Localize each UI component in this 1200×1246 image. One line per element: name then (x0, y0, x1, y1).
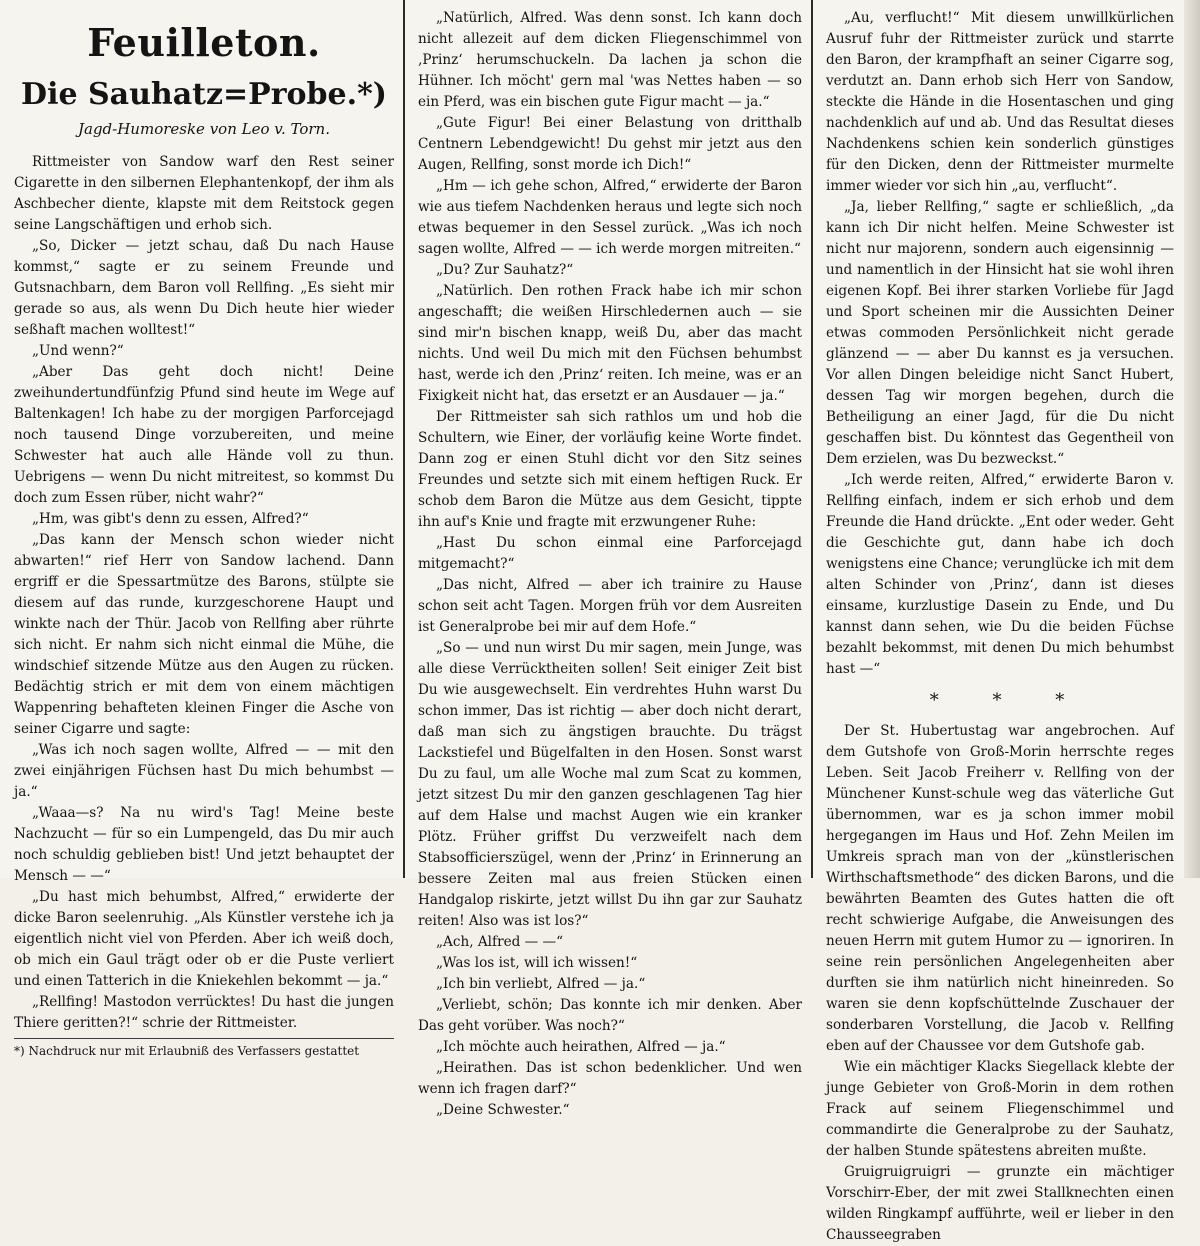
column-2 (404, 0, 812, 1118)
paragraph: Wie ein mächtiger Klacks Siegellack klebte der junge Gebieter von Groß-Morin in dem rothen Frack auf seinem Fliegenschimmel und commandirte die Generalprobe zu der Sauhatz, der halben Stunde spätestens abreiten mußte. (826, 1059, 1174, 1159)
paragraph: „Das kann der Mensch schon wieder nicht abwarten!“ rief Herr von Sandow lachend. Dann ergriff er die Spessartmütze des Barons, stülpte sie diesem auf das runde, kurzgeschorene Haupt und winkte nach der Thür. Jacob von Rellfing aber rührte sich nicht. Er nahm sich nicht einmal die Mühe, die windschief sitzende Mütze aus den Augen zu rücken. Bedächtig strich er mit dem von einem mächtigen Wappenring behafteten kleinen Finger die Asche von seiner Cigarre und sagte: (14, 532, 394, 737)
paragraph: „Ich werde reiten, Alfred,“ erwiderte Baron v. Rellfing einfach, indem er sich erhob und dem Freunde die Hand drückte. „Ent oder weder. Geht die Geschichte gut, dann habe ich doch wenigstens eine Chance; verunglücke ich mit dem alten Schinder von ‚Prinz‘, dann ist dieses einsame, kurzlustige Dasein zu Ende, und Du kannst dann sehen, wie Du die beiden Füchse bezahlt bekommst, mit denen Du mich behumbst hast —“ (826, 472, 1174, 677)
footnote: *) Nachdruck nur mit Erlaubniß des Verfassers gestattet (14, 1038, 394, 1059)
paragraph: „Und wenn?“ (32, 343, 124, 359)
paragraph: „Du hast mich behumbst, Alfred,“ erwiderte der dicke Baron seelenruhig. „Als Künstler verstehe ich ja eigentlich nicht viel von Pferden. Aber ich weiß doch, ob mich ein Gaul trägt oder ob er die Puste verliert und einen Tatterich in die Kniekehlen bekommt — ja.“ (14, 889, 394, 989)
paragraph: „Au, verflucht!“ Mit diesem unwillkürlichen Ausruf fuhr der Rittmeister zurück und starrte den Baron, der krampfhaft an seiner Cigarre sog, verdutzt an. Dann erhob sich Herr von Sandow, steckte die Hände in die Hosentaschen und ging nachdenklich auf und ab. Und das Resultat dieses Nachdenkens schien kein sonderlich günstiges für den Dicken, denn der Rittmeister murmelte immer wieder vor sich hin „au, verflucht“. (826, 10, 1174, 194)
paragraph: „Hm — ich gehe schon, Alfred,“ erwiderte der Baron wie aus tiefem Nachdenken heraus und legte sich noch etwas bequemer in den Sessel zurück. „Was ich noch sagen wollte, Alfred — — ich werde morgen mitreiten.“ (418, 178, 802, 257)
paragraph: „So, Dicker — jetzt schau, daß Du nach Hause kommst,“ sagte er zu seinem Freunde und Gutsnachbarn, dem Baron voll Rellfing. „Es sieht mir gerade so aus, als wenn Du Dich heute hier wieder seßhaft machen wolltest!“ (14, 238, 394, 338)
paragraph: Der St. Hubertustag war angebrochen. Auf dem Gutshofe von Groß-Morin herrschte reges Leben. Seit Jacob Freiherr v. Rellfing von der Münchener Kunst-schule weg das väterliche Gut übernommen, war es ja schon immer mobil hergegangen im Haus und Hof. Zehn Meilen im Umkreis sprach man von der „künstlerischen Wirthschaftsmethode“ des dicken Barons, und die bewährten Beamten des Gutes hatten die oft recht schwierige Aufgabe, die Anweisungen des neuen Herrn mit gutem Humor zu — ignoriren. In seine rein persönlichen Angelegenheiten aber durften sie ihm natürlich nicht hineinreden. So waren sie denn kopfschüttelnde Zuschauer der sonderbaren Vorstellung, die Jacob v. Rellfing eben auf der Chaussee vor dem Gutshofe gab. (826, 723, 1174, 1054)
paragraph: „Verliebt, schön; Das konnte ich mir denken. Aber Das geht vorüber. Was noch?“ (418, 997, 802, 1034)
paragraph: „Heirathen. Das ist schon bedenklicher. Und wen wenn ich fragen darf?“ (418, 1060, 802, 1097)
paragraph: „Ich bin verliebt, Alfred — ja.“ (436, 976, 646, 992)
paragraph: Der Rittmeister sah sich rathlos um und hob die Schultern, wie Einer, der vorläufig keine Worte findet. Dann zog er einen Stuhl dicht vor den Sitz seines Freundes und setzte sich mit einem heftigen Ruck. Er schob dem Baron die Mütze aus dem Gesicht, tippte ihn auf's Knie und fragte mit erzwungener Ruhe: (418, 409, 802, 530)
paragraph: „Rellfing! Mastodon verrücktes! Du hast die jungen Thiere geritten?!“ schrie der Rittmeister. (14, 994, 394, 1031)
paragraph: „Was ich noch sagen wollte, Alfred — — mit den zwei einjährigen Füchsen hast Du mich behumbst — ja.“ (14, 742, 394, 800)
paragraph: „So — und nun wirst Du mir sagen, mein Junge, was alle diese Verrücktheiten sollen! Seit einiger Zeit bist Du wie ausgewechselt. Ein verdrehtes Huhn warst Du schon immer, Das ist richtig — aber doch nicht derart, daß man sich zu ängstigen brauchte. Du trägst Lackstiefel und Bügelfalten in den Hosen. Sonst warst Du zu faul, um alle Woche mal zum Scat zu kommen, jetzt sitzest Du mir den ganzen geschlagenen Tag hier auf dem Halse und machst Augen wie ein kranker Plötz. Früher griffst Du verzweifelt nach dem Stabsofficierszügel, wenn der ‚Prinz‘ in Erinnerung an bessere Zeiten mal aus freien Stücken einen Handgalop riskirte, jetzt willst Du ihn gar zur Sauhatz reiten! Also was ist los?“ (418, 640, 802, 929)
paragraph: „Hm, was gibt's denn zu essen, Alfred?“ (32, 511, 309, 527)
paragraph: „Ich möchte auch heirathen, Alfred — ja.“ (436, 1039, 726, 1055)
paragraph: „Ach, Alfred — —“ (436, 934, 564, 950)
paragraph: „Waaa—s? Na nu wird's Tag! Meine beste Nachzucht — für so ein Lumpengeld, das Du mir auch noch schuldig geblieben bist! Und jetzt behauptet der Mensch — —“ (14, 805, 394, 884)
paragraph: „Gute Figur! Bei einer Belastung von dritthalb Centnern Lebendgewicht! Du gehst mir jetzt aus den Augen, Rellfing, sonst morde ich Dich!“ (418, 115, 802, 173)
paragraph: „Das nicht, Alfred — aber ich trainire zu Hause schon seit acht Tagen. Morgen früh vor dem Ausreiten ist Generalprobe bei mir auf dem Hofe.“ (418, 577, 802, 635)
paragraph: „Natürlich. Den rothen Frack habe ich mir schon angeschafft; die weißen Hirschledernen auch — sie sind mir'n bischen knapp, weiß Du, aber das macht nichts. Und weil Du mich mit den Füchsen behumbst hast, werde ich den ‚Prinz‘ reiten. Ich meine, was er an Fixigkeit nicht hat, das ersetzt er an Ausdauer — ja.“ (418, 283, 802, 404)
story-byline: Jagd-Humoreske von Leo v. Torn. (78, 120, 330, 138)
section-masthead: Feuilleton. (87, 20, 321, 65)
paragraph: „Deine Schwester.“ (436, 1102, 570, 1118)
paragraph: „Ja, lieber Rellfing,“ sagte er schließlich, „da kann ich Dir nicht helfen. Meine Schwester ist nicht nur majorenn, sondern auch eigensinnig — und namentlich in der Hinsicht hat sie wohl ihren eigenen Kopf. Bei ihrer starken Vorliebe für Jagd und Sport scheinen mir die Aussichten Deiner etwas commoden Persönlichkeit nicht gerade glänzend — — aber Du kannst es ja versuchen. Vor allen Dingen beleidige nicht Sanct Hubert, dessen Tag wir morgen begehen, durch die Betheiligung an einer Jagd, für die Du nicht geschaffen bist. Du könntest das Gegentheil von Dem erzielen, was Du bezweckst.“ (826, 199, 1174, 467)
story-title: Die Sauhatz=Probe.*) (21, 77, 387, 112)
paragraph: „Aber Das geht doch nicht! Deine zweihundertundfünfzig Pfund sind heute im Wege auf Baltenkagen! Ich habe zu der morgigen Parforcejagd noch tausend Dinge vorzubereiten, und meine Schwester hat auch alle Hände voll zu thun. Uebrigens — wenn Du nicht mitreitest, so kommst Du doch zum Essen rüber, nicht wahr?“ (14, 364, 394, 506)
paragraph: „Natürlich, Alfred. Was denn sonst. Ich kann doch nicht allezeit auf dem dicken Fliegenschimmel von ‚Prinz‘ herumschuckeln. Da lachen ja schon die Hühner. Ich möcht' gern mal 'was Nettes haben — so ein Pferd, was ein bischen gute Figur macht — ja.“ (418, 10, 802, 110)
paragraph: „Hast Du schon einmal eine Parforcejagd mitgemacht?“ (418, 535, 802, 572)
column-1 (0, 0, 404, 1058)
paragraph: Gruigruigruigri — grunzte ein mächtiger Vorschirr-Eber, der mit zwei Stallknechten einen wilden Ringkampf aufführte, weil er lieber in den Chausseegraben (826, 1164, 1174, 1243)
paragraph: „Du? Zur Sauhatz?“ (436, 262, 574, 278)
section-separator: * * * (929, 690, 1089, 711)
paragraph: Rittmeister von Sandow warf den Rest seiner Cigarette in den silbernen Elephantenkopf, der ihm als Aschbecher diente, klapste mit dem Reitstock gegen seine Langschäftigen und erhob sich. (14, 154, 394, 233)
paragraph: „Was los ist, will ich wissen!“ (436, 955, 638, 971)
page-edge (1184, 0, 1200, 878)
column-3 (812, 0, 1184, 1243)
